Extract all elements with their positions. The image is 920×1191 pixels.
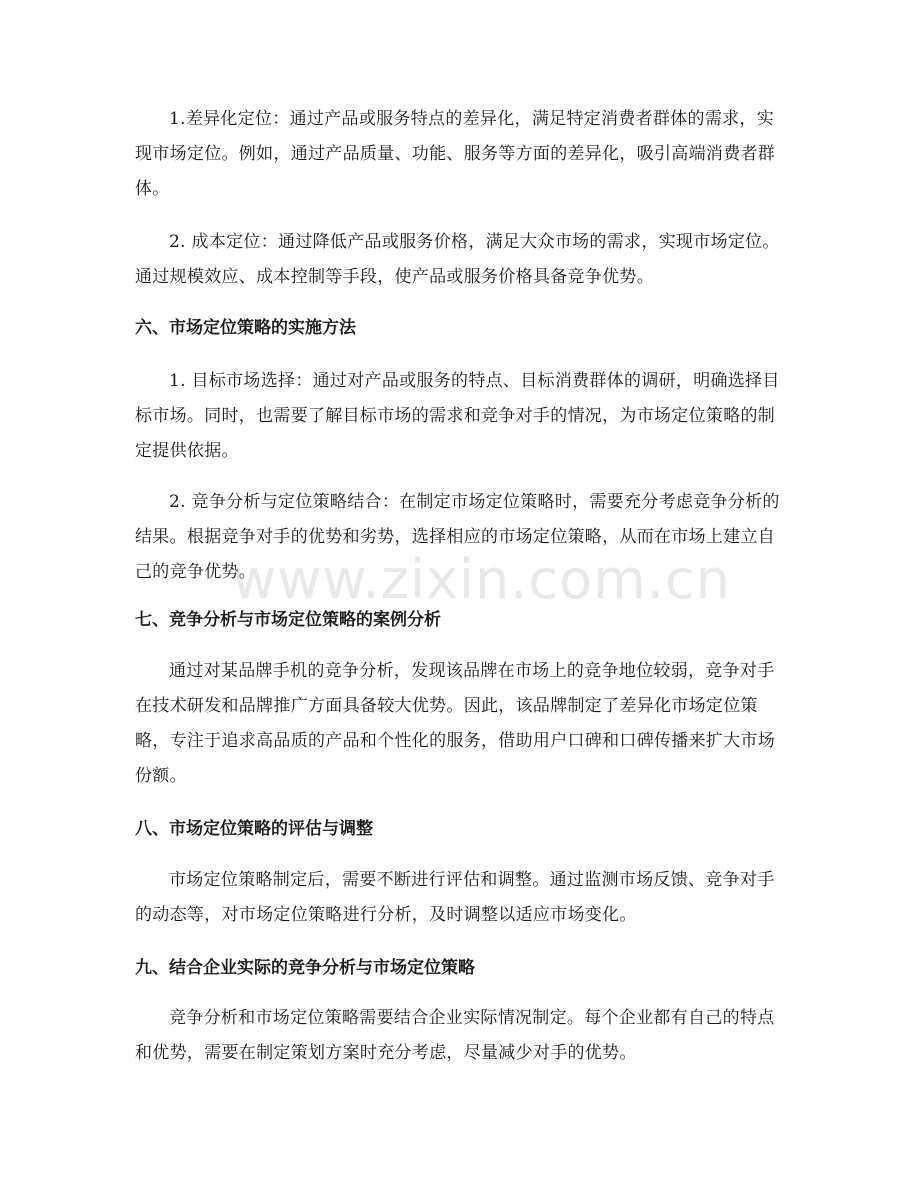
- paragraph-evaluation: 市场定位策略制定后，需要不断进行评估和调整。通过监测市场反馈、竞争对手的动态等，对市场定位策略进行分析，及时调整以适应市场变化。: [135, 870, 775, 925]
- paragraph-case-study: 通过对某品牌手机的竞争分析，发现该品牌在市场上的竞争地位较弱，竞争对手在技术研发和品牌推广方面具备较大优势。因此，该品牌制定了差异化市场定位策略，专注于追求高品质的产品和个性化的服务，借助用户口碑和口碑传播来扩大市场份额。: [135, 661, 776, 786]
- paragraph-target-market-selection: 1. 目标市场选择：通过对产品或服务的特点、目标消费群体的调研，明确选择目标市场。同时，也需要了解目标市场的需求和竞争对手的情况，为市场定位策略的制定提供依据。: [135, 371, 780, 461]
- paragraph-competition-analysis-combination: 2. 竞争分析与定位策略结合：在制定市场定位策略时，需要充分考虑竞争分析的结果。根据竞争对手的优势和劣势，选择相应的市场定位策略，从而在市场上建立自己的竞争优势。: [135, 492, 780, 582]
- section-heading-implementation: 六、市场定位策略的实施方法: [135, 318, 356, 338]
- paragraph-enterprise-reality: 竞争分析和市场定位策略需要结合企业实际情况制定。每个企业都有自己的特点和优势，需要在制定策划方案时充分考虑，尽量减少对手的优势。: [135, 1008, 775, 1063]
- watermark: www.zixin.com.cn: [232, 548, 731, 611]
- section-heading-enterprise-reality: 九、结合企业实际的竞争分析与市场定位策略: [135, 958, 475, 978]
- section-heading-case-study: 七、竞争分析与市场定位策略的案例分析: [135, 610, 441, 630]
- paragraph-differentiation-positioning: 1.差异化定位：通过产品或服务特点的差异化，满足特定消费者群体的需求，实现市场定位。例如，通过产品质量、功能、服务等方面的差异化，吸引高端消费者群体。: [135, 109, 776, 199]
- paragraph-cost-positioning: 2. 成本定位：通过降低产品或服务价格，满足大众市场的需求，实现市场定位。通过规模效应、成本控制等手段，使产品或服务价格具备竞争优势。: [135, 232, 780, 287]
- section-heading-evaluation: 八、市场定位策略的评估与调整: [135, 819, 373, 839]
